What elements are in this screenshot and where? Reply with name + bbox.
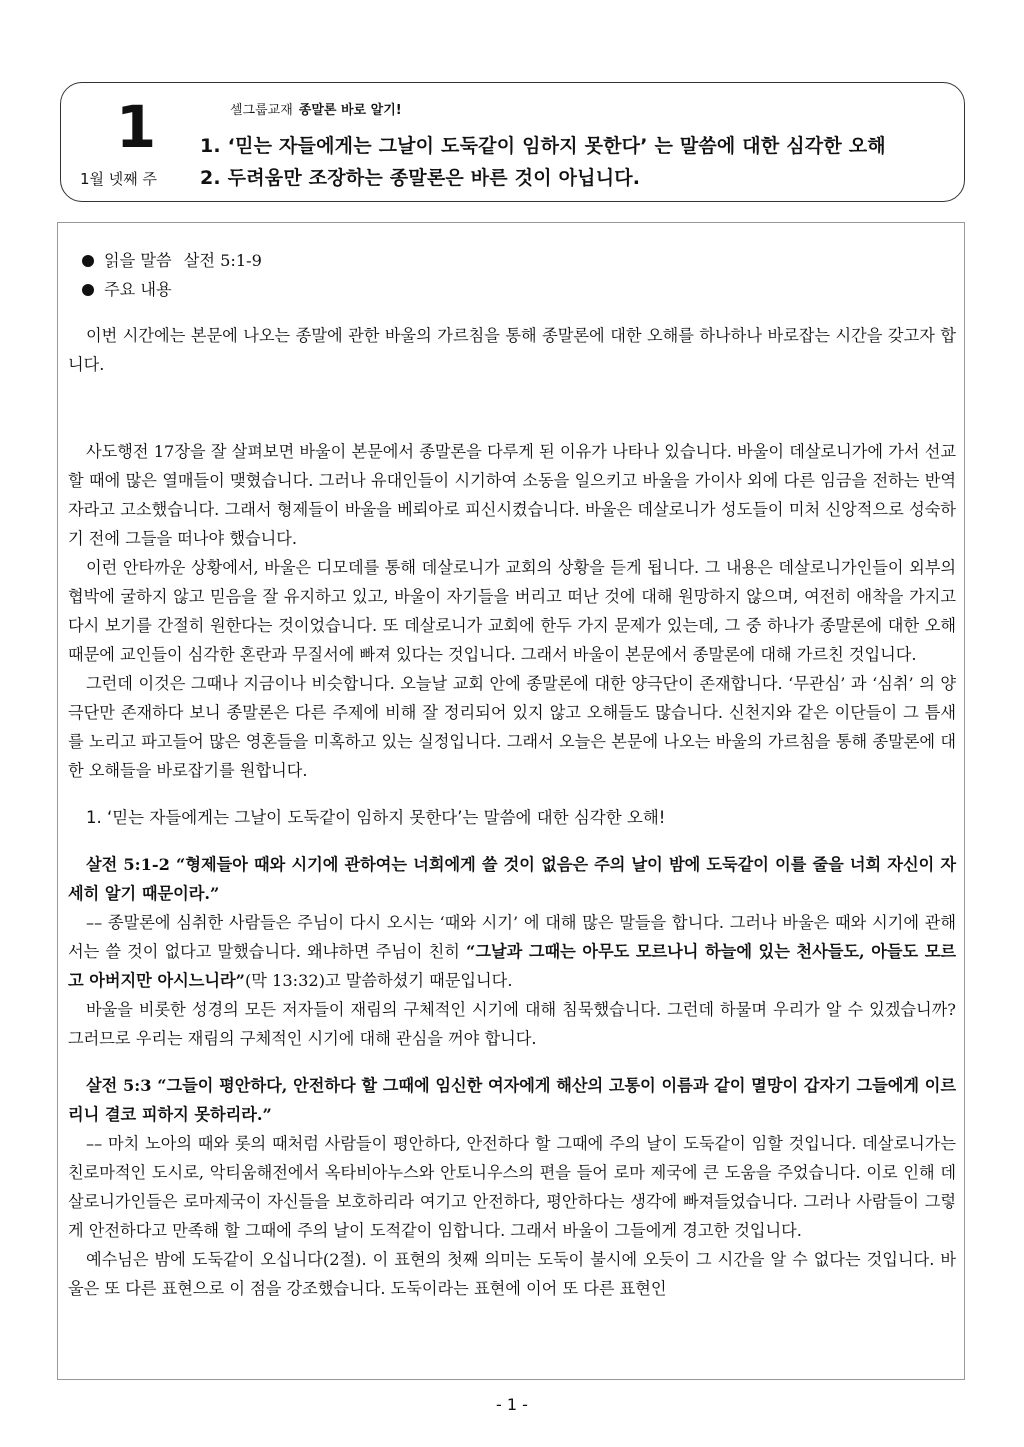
lesson-title-1: 1. ‘믿는 자들에게는 그날이 도둑같이 임하지 못한다’ 는 말씀에 대한 심각한 오해	[200, 135, 886, 157]
page-number: - 1 -	[496, 1395, 528, 1414]
summary-label: 주요 내용	[104, 280, 172, 299]
series-title: 종말론 바로 알기!	[298, 103, 402, 118]
verse-quote: 살전 5:1-2 “형제들아 때와 시기에 관하여는 너희에게 쓸 것이 없음은 주의 날이 밤에 도둑같이 이를 줄을 너희 자신이 자세히 알기 때문이라.”	[68, 855, 956, 903]
series-label	[230, 99, 402, 118]
body-paragraph: 이런 안타까운 상황에서, 바울은 디모데를 통해 데살로니가 교회의 상황을 듣게 됩니다. 그 내용은 데살로니가인들이 외부의 협박에 굴하지 않고 믿음을 잘 유지하고 있고, 바울이 자기들을 버리고 떠난 것에 대해 원망하지 않으며, 여전히 애착을 가지고 다시 보기를 간절히 원한다는 것이었습니다. 또 데살로니가 교회에 한두 가지 문제가 있는데, 그 중 하나가 종말론에 대한 오해 때문에 교인들이 심각한 혼란과 무질서에 빠져 있다는 것입니다. 그래서 바울이 본문에서 종말론에 대해 가르친 것입니다.	[68, 558, 956, 664]
lesson-number: 1	[115, 93, 157, 161]
commentary-paragraph: 바울을 비롯한 성경의 모든 저자들이 재림의 구체적인 시기에 대해 침묵했습니다. 그런데 하물며 우리가 알 수 있겠습니까? 그러므로 우리는 재림의 구체적인 시기에 대해 관심을 꺼야 합니다.	[68, 1000, 956, 1048]
series-prefix: 셀그룹교재	[230, 103, 293, 118]
commentary-paragraph: –– 마치 노아의 때와 롯의 때처럼 사람들이 평안하다, 안전하다 할 그때에 주의 날이 도둑같이 임할 것입니다. 데살로니가는 친로마적인 도시로, 악티움해전에서 옥타비아누스와 안토니우스의 편을 들어 로마 제국에 큰 도움을 주었습니다. 이로 인해 데살로니가인들은 로마제국이 자신들을 보호하리라 여기고 안전하다, 평안하다는 생각에 빠져들었습니다. 그러나 사람들이 그렇게 안전하다고 만족해 할 그때에 주의 날이 도적같이 임합니다. 그래서 바울이 그들에게 경고한 것입니다.	[68, 1134, 956, 1240]
summary-line	[68, 275, 956, 304]
commentary-paragraph: 예수님은 밤에 도둑같이 오십니다(2절). 이 표현의 첫째 의미는 도둑이 불시에 오듯이 그 시간을 알 수 없다는 것입니다. 바울은 또 다른 표현으로 이 점을 강조했습니다. 도둑이라는 표현에 이어 또 다른 표현인	[68, 1250, 956, 1298]
commentary-quote: “그날과 그때는 아무도 모르나니 하늘에 있는 천사들도, 아들도 모르고 아버지만 아시느니라”	[68, 942, 956, 990]
lesson-title-2: 2. 두려움만 조장하는 종말론은 바른 것이 아닙니다.	[200, 167, 641, 189]
week-label: 1월 넷째 주	[80, 170, 158, 188]
intro-paragraph: 이번 시간에는 본문에 나오는 종말에 관한 바울의 가르침을 통해 종말론에 대한 오해를 하나하나 바로잡는 시간을 갖고자 합니다.	[68, 326, 956, 374]
body-paragraph: 사도행전 17장을 잘 살펴보면 바울이 본문에서 종말론을 다루게 된 이유가 나타나 있습니다. 바울이 데살로니가에 가서 선교할 때에 많은 열매들이 맺혔습니다. 그러나 유대인들이 시기하여 소동을 일으키고 바울을 가이사 외에 다른 임금을 전하는 반역자라고 고소했습니다. 그래서 형제들이 바울을 베뢰아로 피신시켰습니다. 바울은 데살로니가 성도들이 미처 신앙적으로 성숙하기 전에 그들을 떠나야 했습니다.	[68, 442, 956, 548]
verse-quote: 살전 5:3 “그들이 평안하다, 안전하다 할 그때에 임신한 여자에게 해산의 고통이 이름과 같이 멸망이 갑자기 그들에게 이르리니 결코 피하지 못하리라.”	[68, 1076, 956, 1124]
reading-reference: 살전 5:1-9	[183, 251, 262, 270]
section-heading: 1. ‘믿는 자들에게는 그날이 도둑같이 임하지 못한다’는 말씀에 대한 심각한 오해!	[86, 808, 666, 827]
commentary-paragraph	[68, 908, 956, 995]
body-paragraph: 그런데 이것은 그때나 지금이나 비슷합니다. 오늘날 교회 안에 종말론에 대한 양극단이 존재합니다. ‘무관심’ 과 ‘심취’ 의 양극단만 존재하다 보니 종말론은 다른 주제에 비해 잘 정리되어 있지 않고 오해들도 많습니다. 신천지와 같은 이단들이 그 틈새를 노리고 파고들어 많은 영혼들을 미혹하고 있는 실정입니다. 그래서 오늘은 본문에 나오는 바울의 가르침을 통해 종말론에 대한 오해들을 바로잡기를 원합니다.	[68, 674, 956, 780]
reading-label: 읽을 말씀	[104, 251, 172, 270]
bullet-icon	[82, 284, 94, 296]
reading-line	[68, 246, 956, 275]
bullet-icon	[82, 255, 94, 267]
commentary-text: (막 13:32)고 말씀하셨기 때문입니다.	[244, 971, 513, 990]
content-body	[68, 246, 956, 1303]
commentary-text: –– 종말론에 심취한 사람들은 주님이 다시 오시는 ‘때와 시기’ 에 대해 많은 말들을 합니다. 그러나 바울은 때와 시기에 관해서는 쓸 것이 없다고 말했습니다. 왜냐하면 주님이 친히	[68, 913, 956, 961]
